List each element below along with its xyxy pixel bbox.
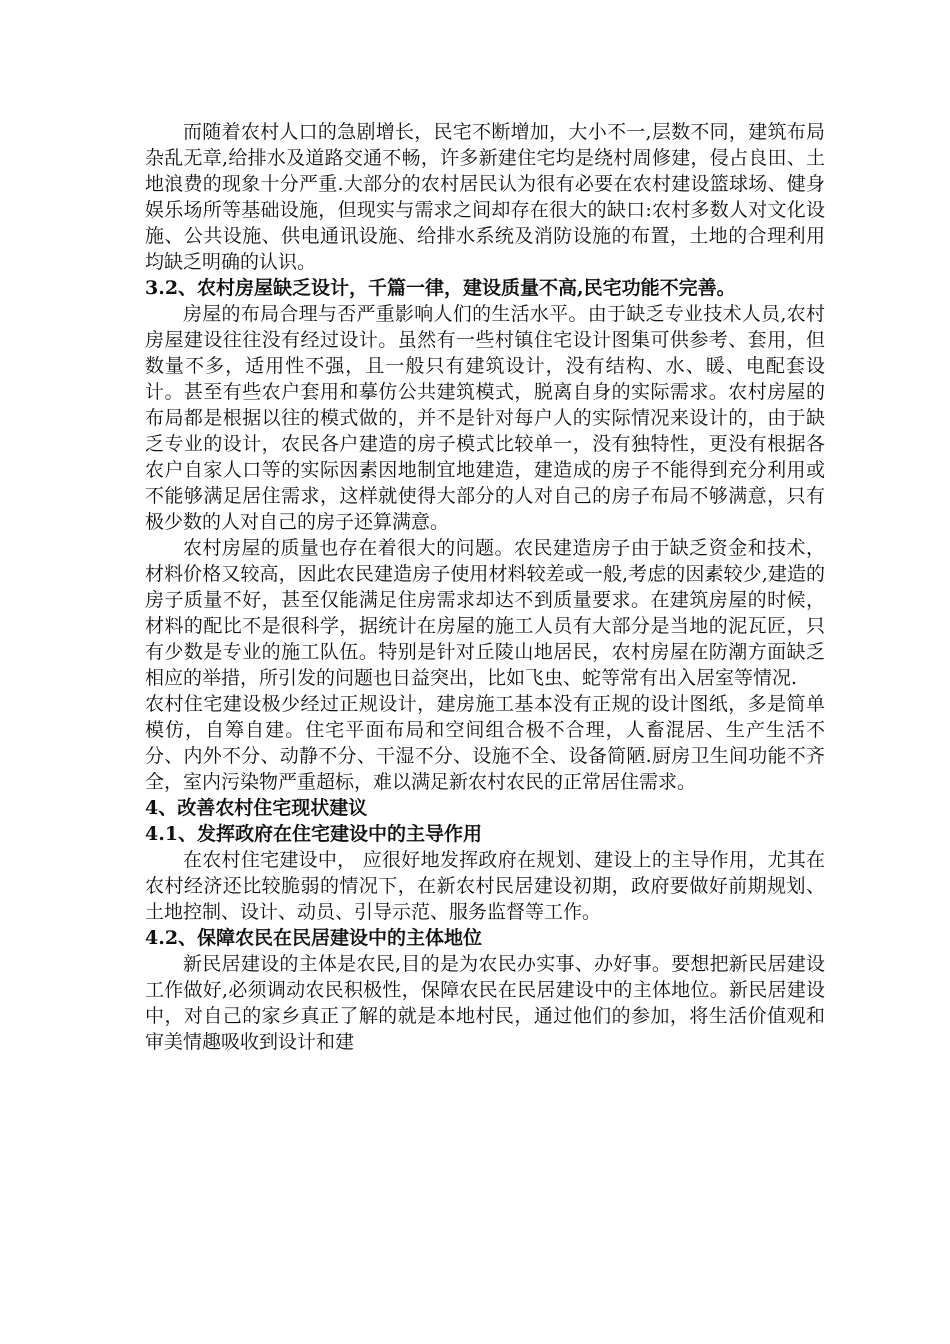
heading-4-2: 4.2、保障农民在民居建设中的主体地位 xyxy=(145,927,483,949)
paragraph-design-issues: 农村住宅建设极少经过正规设计，建房施工基本没有正规的设计图纸，多是简单模仿，自筹自建。住宅平面布局和空间组合极不合理，人畜混居、生产生活不分、内外不分、动静不分、干湿不分、设施不全、设备简陋.厨房卫生间功能不齐全，室内污染物严重超标，难以满足新农村农民的正常居住需求。 xyxy=(145,693,825,793)
heading-3-2: 3.2、农村房屋缺乏设计，千篇一律，建设质量不高,民宅功能不完善。 xyxy=(145,277,736,299)
document-body xyxy=(145,119,825,1055)
paragraph-house-layout: 房屋的布局合理与否严重影响人们的生活水平。由于缺乏专业技术人员,农村房屋建设往往没有经过设计。虽然有一些村镇住宅设计图集可供参考、套用，但数量不多，适用性不强，且一般只有建筑设计，没有结构、水、暖、电配套设计。甚至有些农户套用和摹仿公共建筑模式，脱离自身的实际需求。农村房屋的布局都是根据以往的模式做的，并不是针对每户人的实际情况来设计的，由于缺乏专业的设计，农民各户建造的房子模式比较单一，没有独特性，更没有根据各农户自家人口等的实际因素因地制宜地建造，建造成的房子不能得到充分利用或不能够满足居住需求，这样就使得大部分的人对自己的房子布局不够满意，只有极少数的人对自己的房子还算满意。 xyxy=(145,303,825,533)
paragraph-government-role: 在农村住宅建设中， 应很好地发挥政府在规划、建设上的主导作用，尤其在农村经济还比较脆弱的情况下，在新农村民居建设初期，政府要做好前期规划、土地控制、设计、动员、引导示范、服务监督等工作。 xyxy=(145,849,825,923)
heading-4: 4、改善农村住宅现状建议 xyxy=(145,797,368,819)
heading-4-1: 4.1、发挥政府在住宅建设中的主导作用 xyxy=(145,823,483,845)
paragraph-rural-population: 而随着农村人口的急剧增长，民宅不断增加，大小不一,层数不同，建筑布局杂乱无章,给排水及道路交通不畅，许多新建住宅均是绕村周修建，侵占良田、土地浪费的现象十分严重.大部分的农村居民认为很有必要在农村建设篮球场、健身娱乐场所等基础设施，但现实与需求之间却存在很大的缺口:农村多数人对文化设施、公共设施、供电通讯设施、给排水系统及消防设施的布置，土地的合理利用均缺乏明确的认识。 xyxy=(145,121,825,273)
paragraph-farmers-role: 新民居建设的主体是农民,目的是为农民办实事、办好事。要想把新民居建设工作做好,必须调动农民积极性，保障农民在民居建设中的主体地位。新民居建设中，对自己的家乡真正了解的就是本地村民，通过他们的参加，将生活价值观和审美情趣吸收到设计和建 xyxy=(145,953,825,1053)
paragraph-house-quality: 农村房屋的质量也存在着很大的问题。农民建造房子由于缺乏资金和技术，材料价格又较高，因此农民建造房子使用材料较差或一般,考虑的因素较少,建造的房子质量不好，甚至仅能满足住房需求却达不到质量要求。在建筑房屋的时候，材料的配比不是很科学，据统计在房屋的施工人员有大部分是当地的泥瓦匠，只有少数是专业的施工队伍。特别是针对丘陵山地居民，农村房屋在防潮方面缺乏相应的举措，所引发的问题也日益突出，比如飞虫、蛇等常有出入居室等情况. xyxy=(145,537,825,689)
